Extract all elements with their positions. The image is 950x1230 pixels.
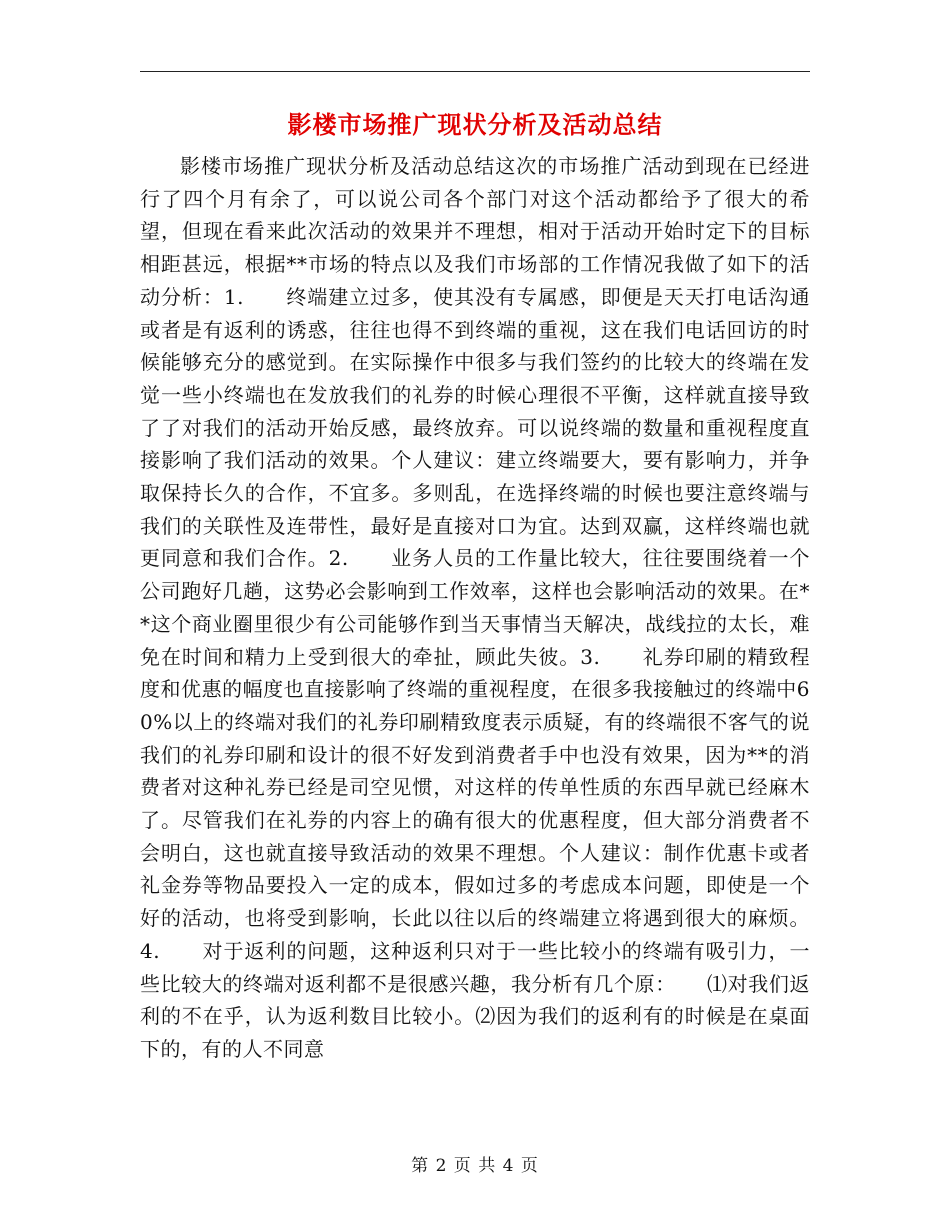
- page-footer: 第 2 页 共 4 页: [411, 1156, 539, 1176]
- document-title: 影楼市场推广现状分析及活动总结: [287, 110, 663, 139]
- header-rule: [140, 71, 810, 72]
- document-body: 影楼市场推广现状分析及活动总结这次的市场推广活动到现在已经进行了四个月有余了，可以说公司各个部门对这个活动都给予了很大的希望，但现在看来此次活动的效果并不理想，相对于活动开始时定下的目标相距甚远，根据**市场的特点以及我们市场部的工作情况我做了如下的活动分析：1. 终端建立过多，使其没有专属感，即便是天天打电话沟通或者是有返利的诱惑，往往也得不到终端的重视，这在我们电话回访的时候能够充分的感觉到。在实际操作中很多与我们签约的比较大的终端在发觉一些小终端也在发放我们的礼券的时候心理很不平衡，这样就直接导致了了对我们的活动开始反感，最终放弃。可以说终端的数量和重视程度直接影响了我们活动的效果。个人建议：建立终端要大，要有影响力，并争取保持长久的合作，不宜多。多则乱，在选择终端的时候也要注意终端与我们的关联性及连带性，最好是直接对口为宜。达到双赢，这样终端也就更同意和我们合作。2. 业务人员的工作量比较大，往往要围绕着一个公司跑好几趟，这势必会影响到工作效率，这样也会影响活动的效果。在**这个商业圈里很少有公司能够作到当天事情当天解决，战线拉的太长，难免在时间和精力上受到很大的牵扯，顾此失彼。3. 礼券印刷的精致程度和优惠的幅度也直接影响了终端的重视程度，在很多我接触过的终端中60%以上的终端对我们的礼券印刷精致度表示质疑，有的终端很不客气的说我们的礼券印刷和设计的很不好发到消费者手中也没有效果，因为**的消费者对这种礼券已经是司空见惯，对这样的传单性质的东西早就已经麻木了。尽管我们在礼券的内容上的确有很大的优惠程度，但大部分消费者不会明白，这也就直接导致活动的效果不理想。个人建议：制作优惠卡或者礼金券等物品要投入一定的成本，假如过多的考虑成本问题，即使是一个好的活动，也将受到影响，长此以往以后的终端建立将遇到很大的麻烦。4. 对于返利的问题，这种返利只对于一些比较小的终端有吸引力，一些比较大的终端对返利都不是很感兴趣，我分析有几个原： ⑴对我们返利的不在乎，认为返利数目比较小。⑵因为我们的返利有的时候是在桌面下的，有的人不同意: [140, 154, 810, 1061]
